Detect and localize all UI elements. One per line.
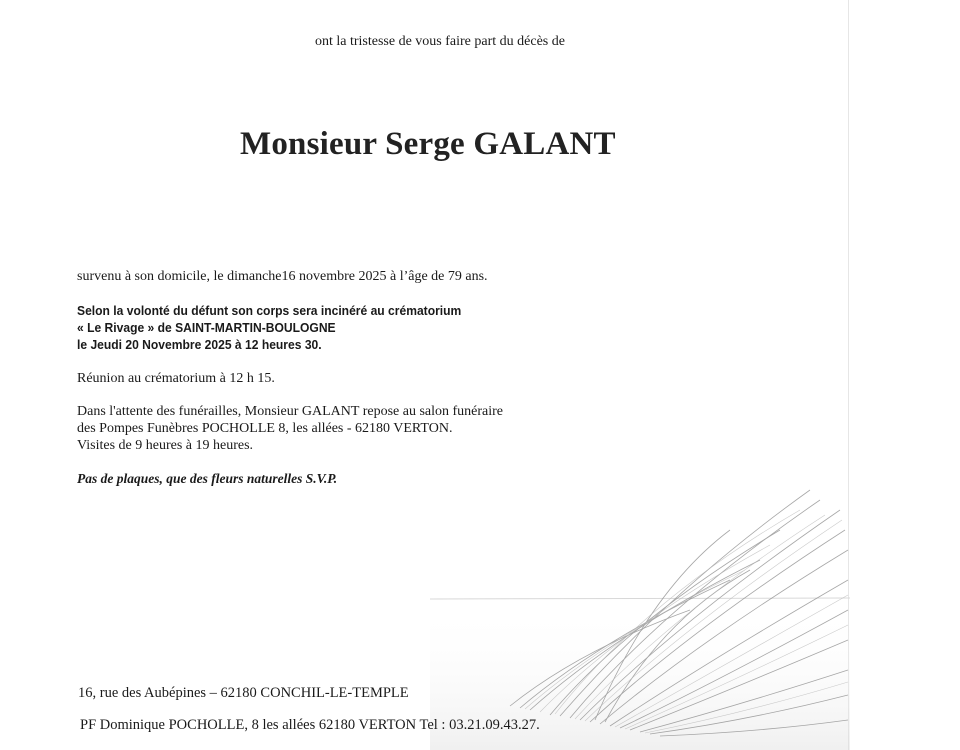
- viewing-line-2: des Pompes Funèbres POCHOLLE 8, les allées - 62180 VERTON.: [77, 421, 453, 436]
- beach-grass-illustration: [430, 470, 850, 750]
- funeral-home-contact: PF Dominique POCHOLLE, 8 les allées 62180 VERTON Tel : 03.21.09.43.27.: [80, 717, 540, 733]
- meeting-text: Réunion au crématorium à 12 h 15.: [77, 371, 275, 386]
- flowers-note: Pas de plaques, que des fleurs naturelles S.V.P.: [77, 471, 338, 486]
- viewing-line-3: Visites de 9 heures à 19 heures.: [77, 438, 254, 453]
- family-address: 16, rue des Aubépines – 62180 CONCHIL-LE-TEMPLE: [78, 685, 409, 701]
- cremation-line-3: le Jeudi 20 Novembre 2025 à 12 heures 30.: [77, 337, 322, 352]
- deceased-name-heading: Monsieur Serge GALANT: [240, 126, 616, 162]
- death-notice-text: survenu à son domicile, le dimanche16 novembre 2025 à l’âge de 79 ans.: [77, 269, 488, 284]
- viewing-line-1: Dans l'attente des funérailles, Monsieur GALANT repose au salon funéraire: [77, 404, 504, 419]
- cremation-line-1: Selon la volonté du défunt son corps sera incinéré au crématorium: [77, 303, 462, 318]
- intro-line: ont la tristesse de vous faire part du décès de: [315, 34, 565, 49]
- cremation-line-2: « Le Rivage » de SAINT-MARTIN-BOULOGNE: [77, 320, 336, 335]
